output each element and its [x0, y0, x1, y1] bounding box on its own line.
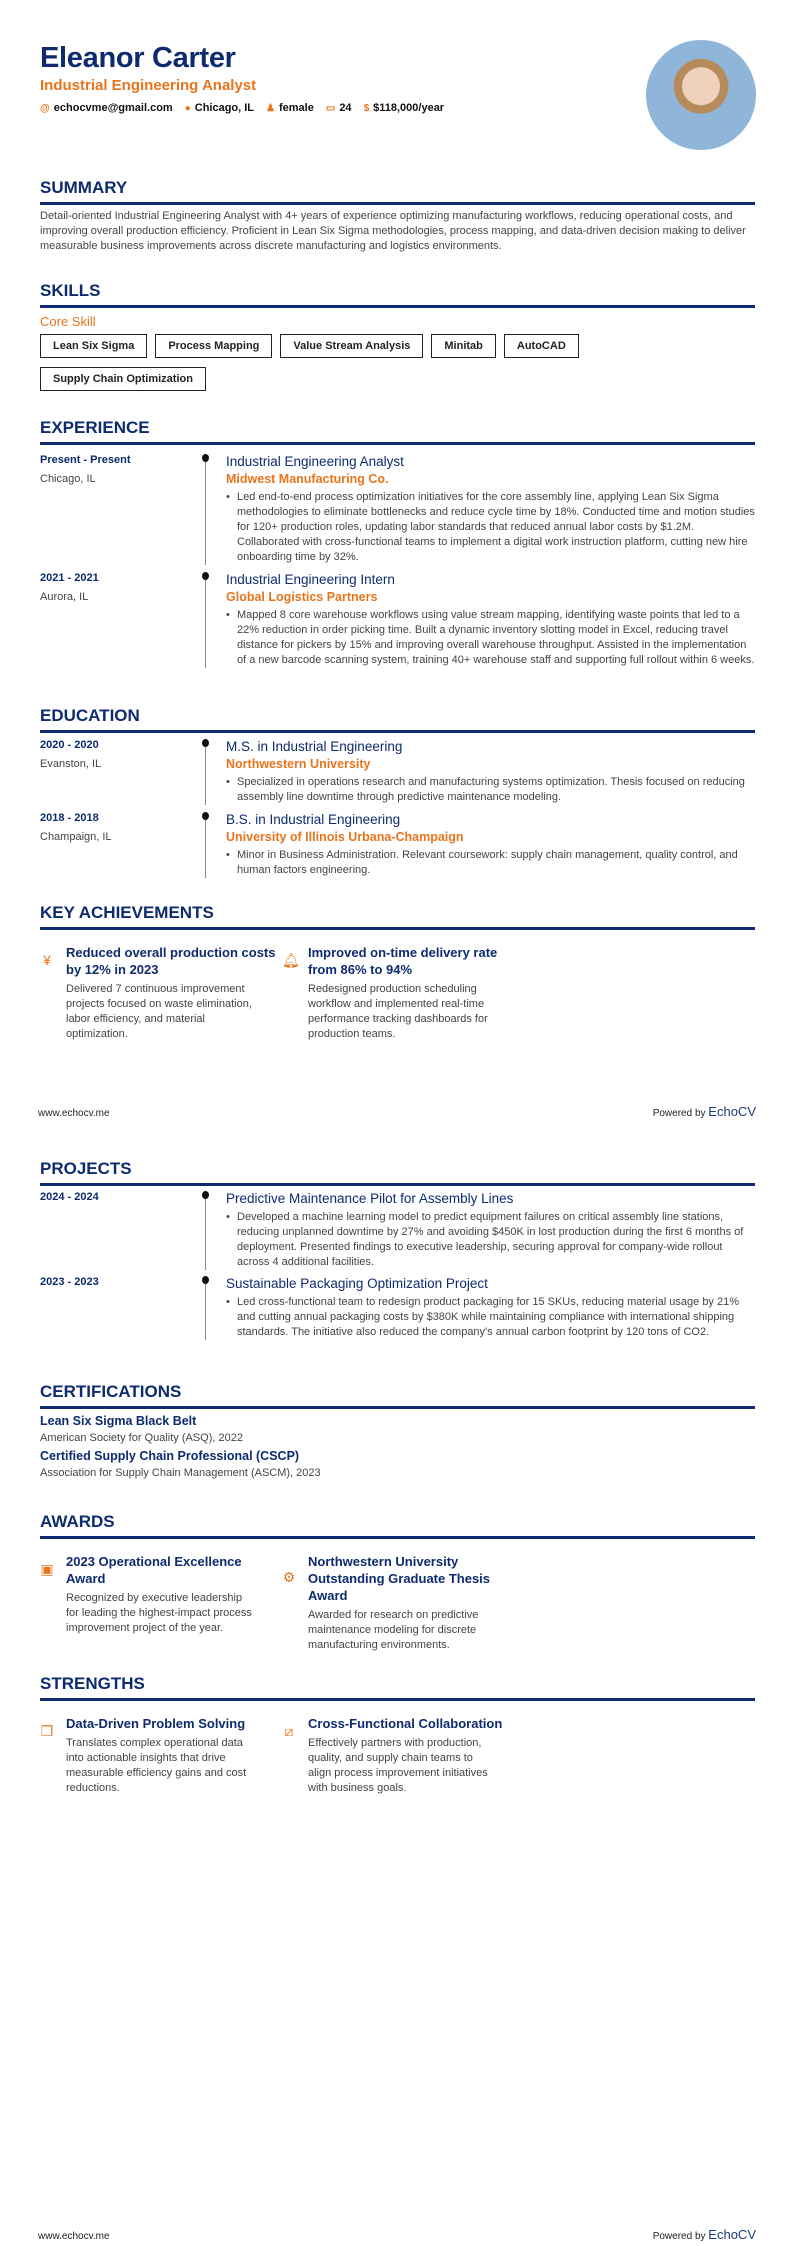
strength-title: Data-Driven Problem Solving [66, 1716, 246, 1731]
entry-date: Present - Present [40, 454, 131, 466]
section-title: EDUCATION [40, 706, 755, 733]
timeline-line [205, 1279, 206, 1340]
entry-bullet: • Developed a machine learning model to predict equipment failures on critical assembly line stations, reducing unplanned downtime by 27% and avoiding $450K in lost production during the first 6 months of deployment. Presented findings to executive leadership, securing approval for company-wide rollout across 4 additional facilities. [226, 1210, 755, 1270]
cert-issuer: American Society for Quality (ASQ), 2022 [40, 1432, 243, 1444]
timeline-line [205, 457, 206, 565]
entry-date: 2018 - 2018 [40, 812, 99, 824]
timeline-dot [202, 1276, 209, 1284]
entry-date: 2023 - 2023 [40, 1276, 99, 1288]
skill-tag: Value Stream Analysis [280, 334, 423, 358]
entry-bullet: • Specialized in operations research and manufacturing systems optimization. Thesis focused on reducing assembly line downtime through predictive maintenance modeling. [226, 775, 755, 805]
summary-text: Detail-oriented Industrial Engineering Analyst with 4+ years of experience optimizing manufacturing workflows, reducing operational costs, and improving overall production efficiency. Proficient in Lean Six Sigma methodologies, process mapping, and data-driven decision making to deliver measurable business improvements across discrete manufacturing and logistics environments. [40, 210, 746, 252]
achievement-card [40, 944, 282, 1042]
location-pin-icon: ● [184, 102, 191, 114]
page-footer [38, 1104, 756, 1119]
entry-school: University of Illinois Urbana-Champaign [226, 830, 464, 844]
section-title: KEY ACHIEVEMENTS [40, 903, 755, 930]
award-desc: Recognized by executive leadership for leading the highest-impact process improvement project of the year. [66, 1592, 252, 1634]
experience-entry [40, 454, 755, 565]
copy-files-icon: ❐ [40, 1723, 54, 1739]
entry-title: Industrial Engineering Analyst [226, 454, 404, 469]
timeline-dot [202, 739, 209, 747]
at-icon: @ [40, 102, 50, 114]
gear-icon: ⚙ [282, 1569, 296, 1585]
projects-section [40, 1159, 755, 1186]
skill-tag: AutoCAD [504, 334, 579, 358]
footer-site: www.echocv.me [38, 2231, 110, 2242]
award-card [40, 1553, 282, 1653]
email: echocvme@gmail.com [53, 102, 173, 114]
entry-school: Northwestern University [226, 757, 371, 771]
entry-title: Industrial Engineering Intern [226, 572, 395, 587]
candidate-title: Industrial Engineering Analyst [40, 77, 257, 94]
entry-location: Aurora, IL [40, 591, 89, 603]
achievement-desc: Redesigned production scheduling workflow and implemented real-time performance tracking dashboards for production teams. [308, 983, 488, 1040]
strength-card [282, 1715, 524, 1796]
education-entry [40, 812, 755, 878]
footer-powered: Powered by [652, 1108, 706, 1119]
experience-entry [40, 572, 755, 668]
entry-date: 2021 - 2021 [40, 572, 99, 584]
award-title: 2023 Operational Excellence Award [66, 1554, 242, 1586]
page-2 [0, 1123, 794, 2246]
section-title: PROJECTS [40, 1159, 755, 1186]
dollar-coin-icon: $ [363, 102, 370, 114]
entry-title: B.S. in Industrial Engineering [226, 812, 401, 827]
salary: $118,000/year [373, 102, 445, 114]
award-title: Northwestern University Outstanding Graduate Thesis Award [308, 1554, 491, 1603]
footer-site: www.echocv.me [38, 1108, 110, 1119]
section-title: EXPERIENCE [40, 418, 755, 445]
strength-desc: Translates complex operational data into actionable insights that drive measurable efficiency gains and cost reductions. [66, 1737, 247, 1794]
entry-title: Sustainable Packaging Optimization Project [226, 1276, 488, 1291]
timeline-line [205, 742, 206, 805]
strength-title: Cross-Functional Collaboration [308, 1716, 503, 1731]
entry-bullet: • Led cross-functional team to redesign product packaging for 15 SKUs, reducing material usage by 21% and cutting annual packaging costs by $380K while maintaining compliance with international shipping standards. The initiative also reduced the company's annual carbon footprint by 120 tons of CO2. [226, 1295, 755, 1340]
candidate-name: Eleanor Carter [40, 42, 236, 74]
project-entry [40, 1191, 755, 1270]
terminal-icon: ▣ [40, 1561, 54, 1577]
cert-issuer: Association for Supply Chain Management (ASCM), 2023 [40, 1467, 321, 1479]
avatar [646, 40, 756, 150]
location: Chicago, IL [194, 102, 255, 114]
timeline-dot [202, 572, 209, 580]
entry-location: Champaign, IL [40, 831, 112, 843]
achievement-title: Improved on-time delivery rate from 86% to 94% [308, 945, 498, 977]
calendar-icon: ▭ [325, 102, 336, 114]
entry-bullet: • Led end-to-end process optimization initiatives for the core assembly line, applying Lean Six Sigma methodologies to eliminate bottlenecks and reduce cycle time by 18%. Conducted time and motion studies for 120+ production roles, updating labor standards that reduced annual labor costs by $1.2M. Collaborated with cross-functional teams to implement a digital work instruction platform, cutting new hire onboarding time by 32%. [226, 490, 755, 565]
skill-tag: Supply Chain Optimization [40, 367, 206, 391]
footer-brand: EchoCV [708, 1104, 756, 1119]
age: 24 [339, 102, 352, 114]
education-entry [40, 739, 755, 805]
footer-brand: EchoCV [708, 2227, 756, 2242]
entry-company: Midwest Manufacturing Co. [226, 472, 389, 486]
strength-desc: Effectively partners with production, quality, and supply chain teams to align process improvement initiatives with business goals. [308, 1737, 488, 1794]
award-desc: Awarded for research on predictive maintenance modeling for discrete manufacturing environments. [308, 1609, 479, 1651]
project-entry [40, 1276, 755, 1340]
bookmark-slash-icon: ⧄ [284, 1723, 294, 1739]
entry-bullet: • Minor in Business Administration. Relevant coursework: supply chain management, quality control, and human factors engineering. [226, 848, 755, 878]
education-section [40, 706, 755, 733]
entry-bullet: • Mapped 8 core warehouse workflows using value stream mapping, identifying waste points that led to a 22% reduction in order picking time. Built a dynamic inventory slotting model in Excel, reducing travel distance for pickers by 15% and improving overall warehouse throughput. Assisted in the implementation of a new barcode scanning system, training 40+ warehouse staff and supporting full rollout within 6 weeks. [226, 608, 755, 668]
yen-coin-icon: ¥ [43, 952, 51, 968]
awards-section [40, 1512, 755, 1653]
timeline-dot [202, 812, 209, 820]
entry-company: Global Logistics Partners [226, 590, 378, 604]
strengths-section [40, 1674, 755, 1796]
entry-title: M.S. in Industrial Engineering [226, 739, 403, 754]
strength-card [40, 1715, 282, 1796]
skill-tag: Lean Six Sigma [40, 334, 147, 358]
entry-date: 2020 - 2020 [40, 739, 99, 751]
summary-section [40, 178, 755, 254]
section-title: CERTIFICATIONS [40, 1382, 755, 1409]
page-footer [38, 2227, 756, 2242]
skill-tag: Minitab [431, 334, 496, 358]
section-title: AWARDS [40, 1512, 755, 1539]
achievement-title: Reduced overall production costs by 12% in 2023 [66, 945, 276, 977]
entry-date: 2024 - 2024 [40, 1191, 99, 1203]
gender: female [279, 102, 314, 114]
timeline-line [205, 575, 206, 668]
cert-title: Certified Supply Chain Professional (CSCP) [40, 1449, 300, 1463]
achievement-card [282, 944, 524, 1042]
section-title: SUMMARY [40, 178, 755, 205]
entry-location: Evanston, IL [40, 758, 102, 770]
timeline-line [205, 815, 206, 878]
skill-tags [40, 334, 640, 391]
entry-location: Chicago, IL [40, 473, 96, 485]
person-icon: ♟ [266, 102, 275, 114]
cert-title: Lean Six Sigma Black Belt [40, 1414, 197, 1428]
timeline-line [205, 1194, 206, 1270]
entry-title: Predictive Maintenance Pilot for Assembly Lines [226, 1191, 514, 1206]
skill-tag: Process Mapping [155, 334, 272, 358]
footer-powered: Powered by [652, 2231, 706, 2242]
timeline-dot [202, 1191, 209, 1199]
certifications-section [40, 1382, 755, 1479]
experience-section [40, 418, 755, 445]
achievement-desc: Delivered 7 continuous improvement projects focused on waste elimination, labor efficiency, and material optimization. [66, 983, 252, 1040]
achievements-section [40, 903, 755, 1042]
bell-icon: 🔔︎ [282, 952, 300, 968]
section-title: STRENGTHS [40, 1674, 755, 1701]
section-title: SKILLS [40, 281, 755, 308]
skills-section [40, 281, 755, 391]
skill-group-label: Core Skill [40, 314, 96, 329]
award-card [282, 1553, 524, 1653]
timeline-dot [202, 454, 209, 462]
